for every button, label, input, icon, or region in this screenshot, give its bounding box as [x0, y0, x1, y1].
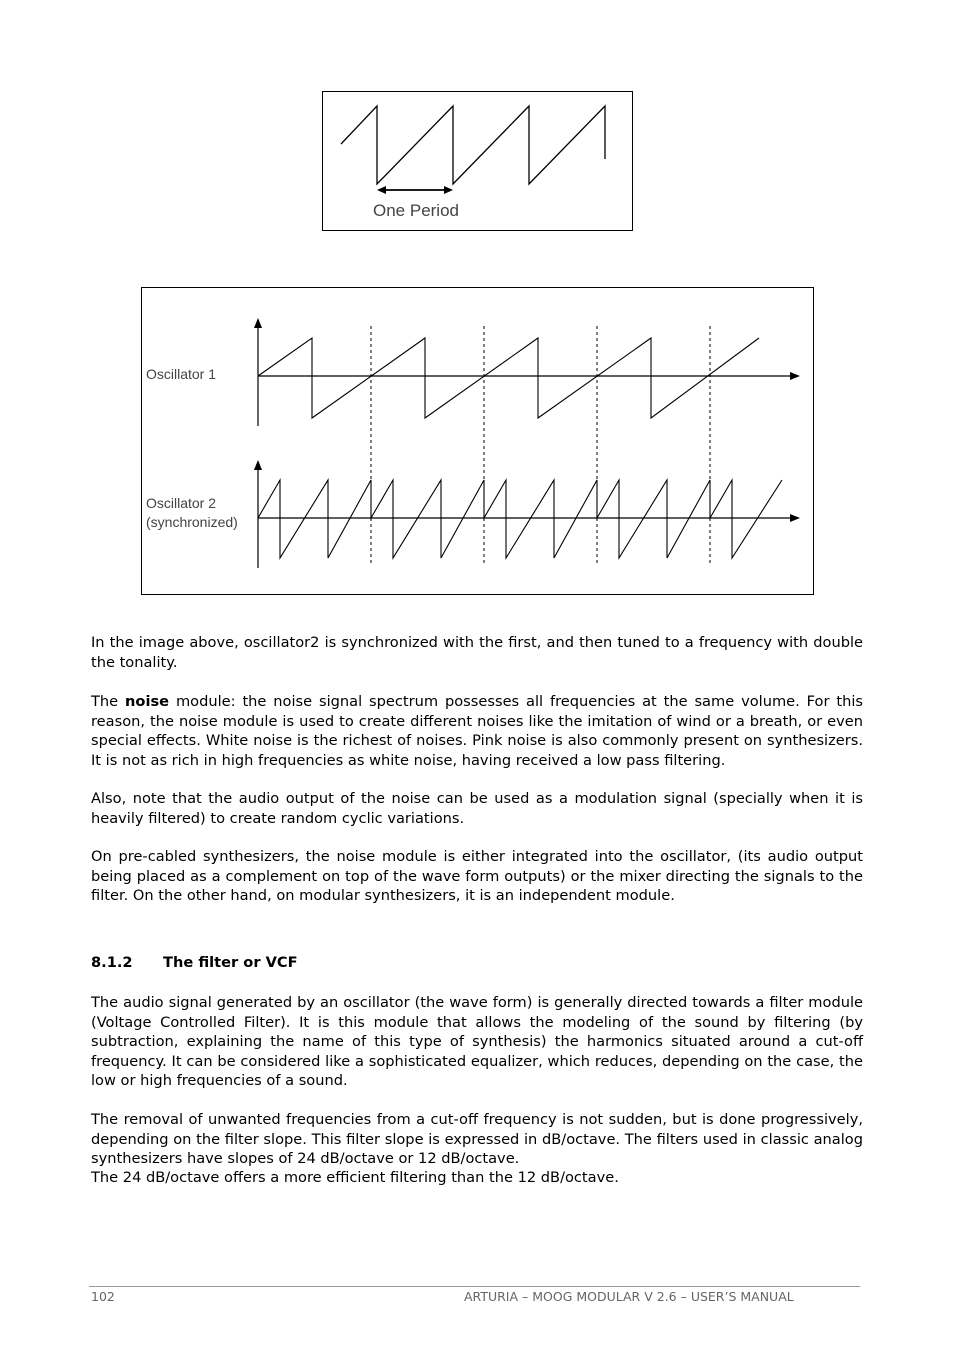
oscillator2-synchronized-label: (synchronized) [146, 514, 238, 530]
oscillator1-y-arrow [254, 318, 262, 328]
oscillator1-x-arrow [790, 372, 800, 380]
oscillator-sync-diagram [142, 288, 813, 594]
oscillator1-label: Oscillator 1 [146, 366, 217, 382]
paragraph-text [91, 692, 863, 770]
one-period-label: One Period [373, 201, 459, 220]
footer-divider [89, 1286, 860, 1287]
sawtooth-period-figure [322, 91, 633, 231]
oscillator-sync-figure [141, 287, 814, 595]
oscillator1-axes [258, 324, 794, 426]
oscillator2-label: Oscillator 2 [146, 495, 217, 511]
paragraph-text: The removal of unwanted frequencies from a cut-off frequency is not sudden, but is done progressively, depending on the filter slope. This filter slope is expressed in dB/octave. The filters used in classic analog synthesizers have slopes of 24 dB/octave or 12 dB/octave. [91, 1111, 863, 1167]
period-arrow-right-head [444, 186, 453, 194]
paragraph-text: The audio signal generated by an oscillator (the wave form) is generally directed towards a filter module (Voltage Controlled Filter). It is this module that allows the modeling of the sound by filtering (by subtraction, explaining the name of this type of synthesis) the harmonics situated around a cut-off frequency. It can be considered like a sophisticated equalizer, which reduces, depending on the case, the low or high frequencies of a sound. [91, 994, 863, 1089]
period-arrow-left-head [377, 186, 386, 194]
paragraph-noise-module [91, 692, 863, 770]
manual-title: ARTURIA – MOOG MODULAR V 2.6 – USER’S MANUAL [464, 1289, 794, 1304]
section-number: 8.1.2 [91, 954, 133, 971]
paragraph-text: Also, note that the audio output of the noise can be used as a modulation signal (specially when it is heavily filtered) to create random cyclic variations. [91, 790, 863, 827]
paragraph-filter-slope [91, 1110, 863, 1169]
sawtooth-period-diagram [323, 92, 632, 230]
paragraph-prefix: The [91, 693, 119, 710]
oscillator2-x-arrow [790, 514, 800, 522]
paragraph-precabled-synths [91, 847, 863, 906]
oscillator2-wave [258, 480, 782, 558]
sync-markers [371, 326, 710, 566]
section-title: The filter or VCF [163, 954, 298, 971]
section-heading [91, 954, 298, 971]
paragraph-text: In the image above, oscillator2 is synchronized with the first, and then tuned to a frequency with double the tonality. [91, 634, 863, 671]
paragraph-sync-description [91, 633, 863, 672]
page-number: 102 [91, 1289, 115, 1304]
paragraph-text: On pre-cabled synthesizers, the noise module is either integrated into the oscillator, (its audio output being placed as a complement on top of the wave form outputs) or the mixer directing the signals to the filter. On the other hand, on modular synthesizers, it is an independent module. [91, 848, 863, 904]
paragraph-text: The 24 dB/octave offers a more efficient filtering than the 12 dB/octave. [91, 1169, 619, 1186]
oscillator2-y-arrow [254, 460, 262, 470]
paragraph-filter-description [91, 993, 863, 1091]
paragraph-rest: module: the noise signal spectrum possesses all frequencies at the same volume. For this reason, the noise module is used to create different noises like the imitation of wind or a breath, or even special effects. White noise is the richest of noises. Pink noise is also commonly present on synthesizers. It is not as rich in high frequencies as white noise, having received a low pass filtering. [91, 693, 863, 769]
oscillator1-wave [258, 338, 759, 418]
sawtooth-wave [341, 106, 605, 184]
oscillator2-axes [258, 466, 794, 568]
noise-term: noise [125, 693, 170, 710]
paragraph-filter-efficiency [91, 1168, 863, 1188]
paragraph-noise-modulation [91, 789, 863, 828]
